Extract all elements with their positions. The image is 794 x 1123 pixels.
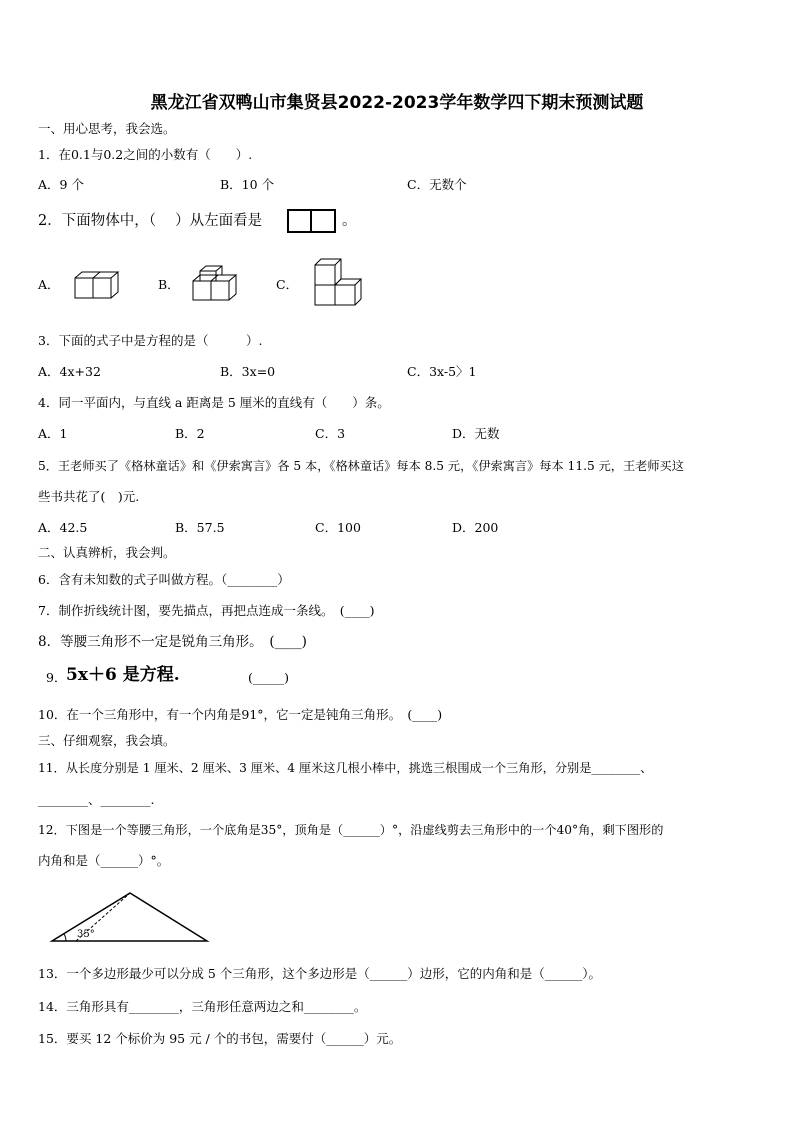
question-2-option-c: C．: [276, 277, 299, 292]
question-5-option-b: B．57.5: [175, 520, 225, 535]
question-1-option-a: A．9 个: [38, 177, 84, 192]
question-12-line2: 内角和是（______）°。: [38, 853, 170, 868]
question-2-option-b: B．: [158, 277, 180, 292]
question-1-option-c: C．无数个: [407, 177, 467, 192]
two-squares-figure: [287, 209, 337, 234]
section-3-heading: 三、仔细观察，我会填。: [38, 733, 176, 748]
question-2-stem-end: 。: [342, 213, 357, 229]
section-2-heading: 二、认真辨析，我会判。: [38, 545, 176, 560]
cube-figure-a: [73, 270, 123, 302]
question-9-blank: (_____): [248, 670, 290, 685]
page-title: 黑龙江省双鸭山市集贤县2022-2023学年数学四下期末预测试题: [150, 93, 644, 113]
question-6: 6．含有未知数的式子叫做方程。（________）: [38, 572, 290, 587]
question-8: 8．等腰三角形不一定是锐角三角形。 (____): [38, 634, 307, 650]
cube-figure-c: [311, 257, 363, 307]
question-3-option-c: C．3x-5〉1: [407, 364, 477, 379]
question-4-option-b: B．2: [175, 426, 205, 441]
cube-figure-b: [191, 264, 241, 304]
question-15: 15．要买 12 个标价为 95 元 / 个的书包，需要付（______）元。: [38, 1031, 402, 1046]
question-4-stem: 4．同一平面内，与直线 a 距离是 5 厘米的直线有（ ）条。: [38, 395, 390, 410]
question-3-stem: 3．下面的式子中是方程的是（ ）.: [38, 333, 263, 348]
question-11-line1: 11．从长度分别是 1 厘米、2 厘米、3 厘米、4 厘米这几根小棒中，挑选三根围成一个三角形，分别是________、: [38, 761, 653, 775]
question-4-option-d: D．无数: [452, 426, 500, 441]
question-12-line1: 12．下图是一个等腰三角形，一个底角是35°，顶角是（______）°，沿虚线剪去三角形中的一个40°角，剩下图形的: [38, 823, 664, 837]
question-9-number: 9．: [46, 670, 67, 685]
question-5-stem-line1: 5．王老师买了《格林童话》和《伊索寓言》各 5 本，《格林童话》每本 8.5 元，《伊索寓言》每本 11.5 元，王老师买这: [38, 459, 684, 473]
question-4-option-c: C．3: [315, 426, 346, 441]
question-10: 10．在一个三角形中，有一个内角是91°，它一定是钝角三角形。 (____): [38, 707, 443, 722]
question-3-option-a: A．4x+32: [38, 364, 101, 379]
question-3-option-b: B．3x=0: [220, 364, 276, 379]
question-11-line2: ________、________.: [38, 792, 155, 807]
question-13: 13．一个多边形最少可以分成 5 个三角形，这个多边形是（______）边形，它的内角和是（______）。: [38, 966, 602, 981]
isosceles-triangle-figure: [50, 891, 210, 946]
question-4-option-a: A．1: [38, 426, 68, 441]
angle-label: 35°: [77, 929, 95, 940]
section-1-heading: 一、用心思考，我会选。: [38, 121, 176, 136]
question-5-option-a: A．42.5: [38, 520, 88, 535]
question-9-expression: 5x＋6 是方程.: [66, 665, 180, 685]
question-2-stem: 2．下面物体中，（ ）从左面看是: [38, 213, 263, 229]
question-5-option-c: C．100: [315, 520, 361, 535]
question-1-option-b: B．10 个: [220, 177, 275, 192]
question-2-option-a: A．: [38, 277, 60, 292]
question-14: 14．三角形具有________，三角形任意两边之和________。: [38, 999, 367, 1014]
question-5-stem-line2: 些书共花了( )元.: [38, 489, 140, 504]
question-7: 7．制作折线统计图，要先描点，再把点连成一条线。 (____): [38, 603, 375, 618]
question-5-option-d: D．200: [452, 520, 499, 535]
question-1-stem: 1．在0.1与0.2之间的小数有（ ）.: [38, 147, 253, 162]
